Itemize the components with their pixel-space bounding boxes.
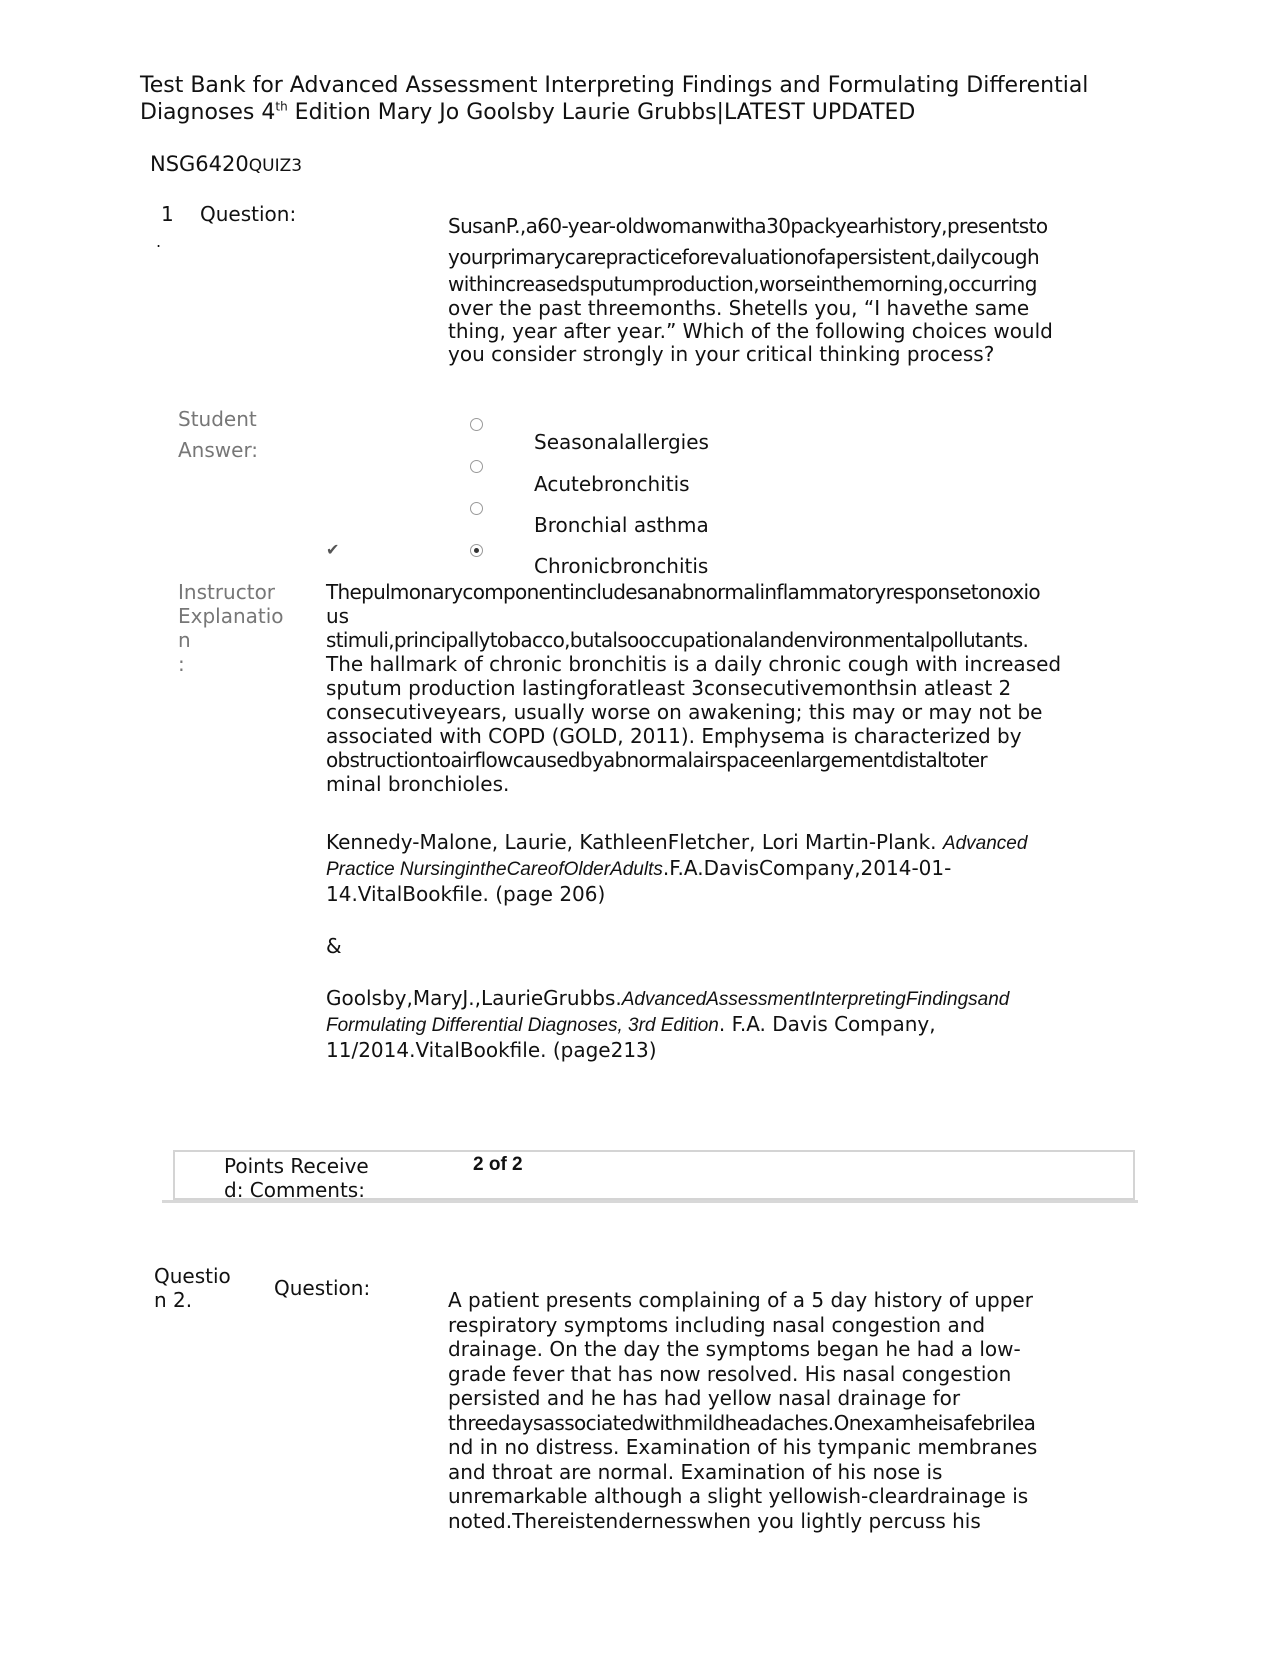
reference-1-title-a: Advanced <box>942 833 1028 854</box>
answer-option-3-label: Bronchial asthma <box>534 513 709 537</box>
answer-option-2-radio[interactable] <box>470 460 483 473</box>
title-text-part1: Test Bank for Advanced Assessment Interpreting Findings and Formulating Differential Diagnoses 4 <box>140 73 1089 125</box>
question-2-text-line: drainage. On the day the symptoms began he had a low- <box>448 1337 1021 1361</box>
instructor-explanation-text <box>326 580 1126 796</box>
instructor-explanation-label <box>178 580 298 676</box>
question-2-text <box>448 1288 1108 1533</box>
reference-1-pub-line: 14.VitalBookfile. (page 206) <box>326 882 606 906</box>
explanation-line: minal bronchioles. <box>326 772 510 796</box>
answer-option-3-radio[interactable] <box>470 502 483 515</box>
quiz-code-suffix: QUIZ3 <box>248 156 303 176</box>
question-2-text-line: unremarkable although a slight yellowish-cleardrainage is <box>448 1484 1029 1508</box>
question-2-number-line: n 2. <box>154 1288 193 1312</box>
instructor-label-line: : <box>178 652 185 676</box>
question-2-number-line: Questio <box>154 1264 231 1288</box>
title-text-part2: Edition Mary Jo Goolsby Laurie Grubbs|LATEST UPDATED <box>287 100 916 125</box>
instructor-label-line: n <box>178 628 191 652</box>
question-1-text-line: over the past threemonths. Shetells you, “I havethe same <box>448 296 1030 320</box>
question-1-text-line: yourprimarycarepracticeforevaluationofapersistent,dailycough <box>448 245 1040 269</box>
question-1-number: 1 <box>161 202 174 226</box>
question-1-text <box>448 214 1108 366</box>
answer-option-2-label: Acutebronchitis <box>534 472 690 496</box>
reference-1-title-b: Practice NursingintheCareofOlderAdults <box>326 859 663 880</box>
ampersand: & <box>326 934 342 958</box>
reference-1-publisher: .F.A.DavisCompany,2014-01- <box>662 856 952 880</box>
answer-option-1-label: Seasonalallergies <box>534 430 709 454</box>
question-1-label: Question: <box>200 202 297 226</box>
explanation-line: obstructiontoairflowcausedbyabnormalairspaceenlargementdistaltoter <box>326 748 987 772</box>
reference-1-authors: Kennedy-Malone, Laurie, KathleenFletcher, Lori Martin-Plank. <box>326 830 943 854</box>
points-label-line: d: Comments: <box>224 1178 365 1202</box>
question-2-text-line: and throat are normal. Examination of his nose is <box>448 1459 943 1484</box>
answer-option-4-radio[interactable] <box>470 544 483 557</box>
explanation-line: us <box>326 604 350 628</box>
explanation-line: associated with COPD (GOLD, 2011). Emphysema is characterized by <box>326 724 1022 748</box>
instructor-label-line: Explanatio <box>178 604 284 628</box>
explanation-line: The hallmark of chronic bronchitis is a daily chronic cough with increased <box>326 652 1062 676</box>
reference-2-title-b: Formulating Differential Diagnoses, 3rd Edition <box>326 1015 719 1036</box>
question-2-label: Question: <box>274 1276 371 1300</box>
instructor-label-line: Instructor <box>178 580 276 604</box>
student-answer-label <box>178 404 258 466</box>
question-1-text-line: you consider strongly in your critical thinking process? <box>448 342 995 366</box>
question-2-number <box>154 1264 244 1312</box>
student-answer-label-line: Student <box>178 407 257 431</box>
reference-2-publisher: . F.A. Davis Company, <box>718 1012 936 1036</box>
title-superscript: th <box>275 99 288 114</box>
question-2-text-line: respiratory symptoms including nasal congestion and <box>448 1312 986 1337</box>
student-answer-label-line: Answer: <box>178 438 259 462</box>
question-2-text-line: noted.Thereistendernesswhen you lightly percuss his <box>448 1508 981 1533</box>
question-2-text-line: persisted and he has had yellow nasal drainage for <box>448 1386 961 1410</box>
reference-2-title-a: AdvancedAssessmentInterpretingFindingsand <box>621 989 1010 1010</box>
points-received-label <box>224 1154 384 1202</box>
question-2-text-line: threedaysassociatedwithmildheadaches.Onexamheisafebrilea <box>448 1410 1036 1435</box>
question-2-text-line: nd in no distress. Examination of his tympanic membranes <box>448 1435 1038 1459</box>
question-1-number-dot: . <box>156 232 162 251</box>
explanation-line: consecutiveyears, usually worse on awakening; this may or may not be <box>326 700 1043 724</box>
answer-option-4-label: Chronicbronchitis <box>534 554 709 578</box>
points-label-line: Points Receive <box>224 1154 369 1178</box>
question-2-text-line: grade fever that has now resolved. His nasal congestion <box>448 1361 1012 1386</box>
quiz-code-main: NSG6420 <box>150 152 249 176</box>
explanation-line: Thepulmonarycomponentincludesanabnormalinflammatoryresponsetonoxio <box>326 580 1040 604</box>
correct-check-icon: ✔ <box>326 540 340 559</box>
reference-2-authors: Goolsby,MaryJ.,LaurieGrubbs. <box>326 986 622 1010</box>
reference-2 <box>326 986 1126 1062</box>
explanation-line: stimuli,principallytobacco,butalsooccupationalandenvironmentalpollutants. <box>326 628 1029 652</box>
quiz-code <box>150 152 302 176</box>
explanation-line: sputum production lastingforatleast 3consecutivemonthsin atleast 2 <box>326 676 1012 700</box>
points-received-value: 2 of 2 <box>473 1154 523 1175</box>
question-1-text-line: withincreasedsputumproduction,worseinthemorning,occurring <box>448 272 1037 296</box>
question-2-text-line: A patient presents complaining of a 5 day history of upper <box>448 1288 1033 1312</box>
document-title <box>140 72 1140 126</box>
question-1-text-line: thing, year after year.” Which of the following choices would <box>448 319 1053 343</box>
reference-2-pub-line: 11/2014.VitalBookfile. (page213) <box>326 1038 657 1062</box>
answer-option-1-radio[interactable] <box>470 418 483 431</box>
reference-1 <box>326 830 1126 906</box>
question-1-text-line: SusanP.,a60-year-oldwomanwitha30packyearhistory,presentsto <box>448 214 1048 238</box>
